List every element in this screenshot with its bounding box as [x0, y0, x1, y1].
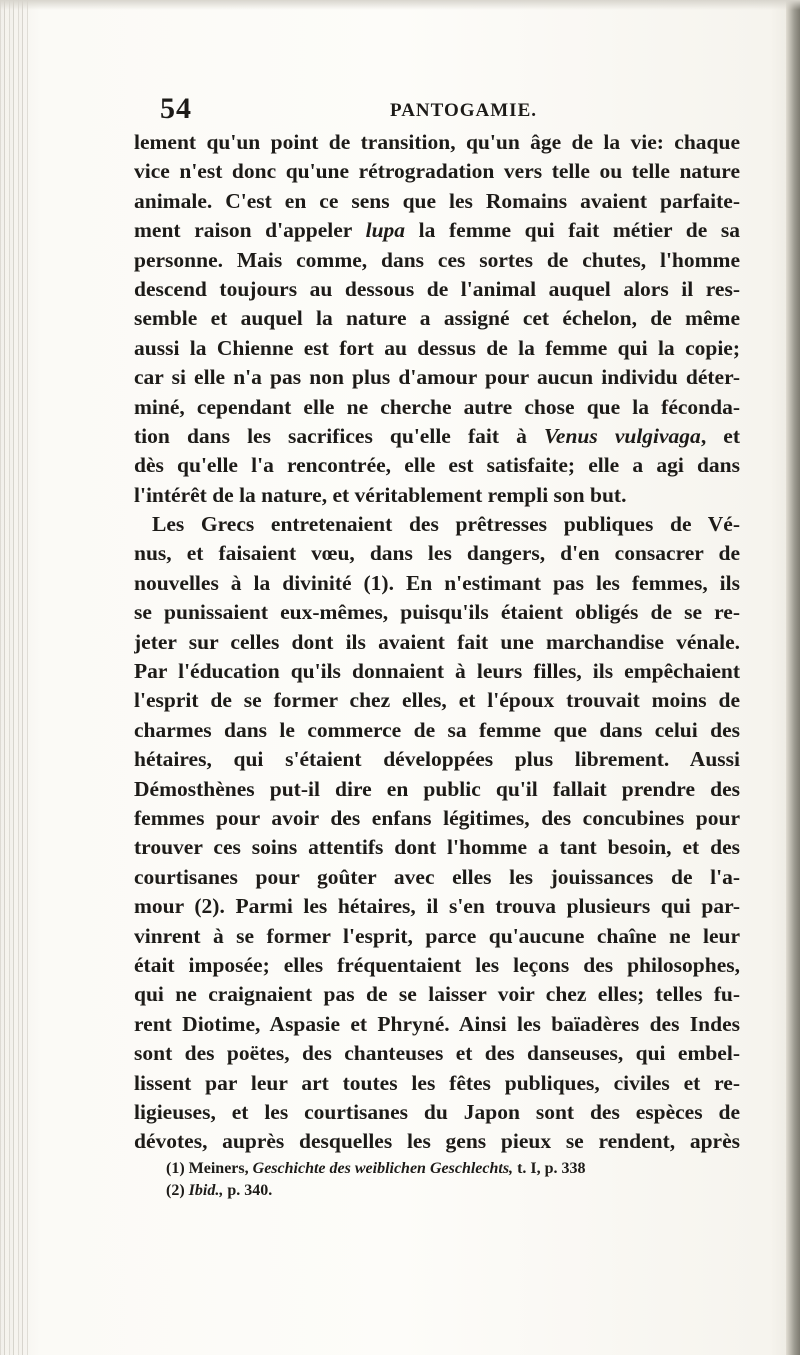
- page-edge: [786, 0, 800, 1355]
- text-line: charmes dans le commerce de sa femme que dans celui des: [134, 717, 740, 742]
- text-line: jeter sur celles dont ils avaient fait une marchandise vénale.: [134, 629, 740, 654]
- text-line: semble et auquel la nature a assigné cet échelon, de même: [134, 306, 740, 331]
- text-line: vinrent à se former l'esprit, parce qu'aucune chaîne ne leur: [134, 923, 740, 948]
- text-line: mour (2). Parmi les hétaires, il s'en trouva plusieurs qui par-: [134, 894, 740, 919]
- footnote-author: Meiners,: [188, 1160, 249, 1177]
- text-line: hétaires, qui s'étaient développées plus librement. Aussi: [134, 747, 740, 772]
- text-line: aussi la Chienne est fort au dessus de la femme qui la copie;: [134, 335, 740, 360]
- page-number: 54: [160, 92, 192, 125]
- text-line: lement qu'un point de transition, qu'un âge de la vie: chaque: [134, 130, 740, 154]
- text-line: rent Diotime, Aspasie et Phryné. Ainsi les baïadères des Indes: [134, 1011, 740, 1036]
- text-line: trouver ces soins attentifs dont l'homme a tant besoin, et des: [134, 835, 740, 860]
- running-head: PANTOGAMIE.: [390, 100, 537, 121]
- footnote-ref: p. 340.: [227, 1182, 273, 1199]
- body-text: [134, 128, 740, 1157]
- text-line: était imposée; elles fréquentaient les leçons des philosophes,: [134, 952, 740, 977]
- text-line: Les Grecs entretenaient des prêtresses publiques de Vé-: [152, 512, 740, 537]
- footnote-1: [166, 1158, 726, 1180]
- text-line: Démosthènes put-il dire en public qu'il fallait prendre des: [134, 776, 740, 801]
- text-line: dès qu'elle l'a rencontrée, elle est satisfaite; elle a agi dans: [134, 453, 740, 478]
- text-line: l'intérêt de la nature, et véritablement rempli son but.: [134, 482, 627, 507]
- text-line: courtisanes pour goûter avec elles les jouissances de l'a-: [134, 864, 740, 889]
- text-line: animale. C'est en ce sens que les Romains avaient parfaite-: [134, 188, 740, 213]
- footnotes: [166, 1158, 726, 1202]
- footnote-ref: t. I, p. 338: [517, 1160, 586, 1177]
- text-line: femmes pour avoir des enfans légitimes, des concubines pour: [134, 805, 740, 830]
- text-line: personne. Mais comme, dans ces sortes de chutes, l'homme: [134, 247, 740, 272]
- top-shadow: [0, 0, 800, 10]
- footnote-number: (1): [166, 1160, 185, 1177]
- binding-edge: [0, 0, 28, 1355]
- text-line: dévotes, auprès desquelles les gens pieux se rendent, après: [134, 1129, 740, 1154]
- text-line: nus, et faisaient vœu, dans les dangers, d'en consacrer de: [134, 541, 740, 566]
- text-line: descend toujours au dessous de l'animal auquel alors il res-: [134, 276, 740, 301]
- footnote-2: [166, 1180, 726, 1202]
- text-line: car si elle n'a pas non plus d'amour pour aucun individu déter-: [134, 365, 740, 390]
- text-line: ligieuses, et les courtisanes du Japon sont des espèces de: [134, 1099, 740, 1124]
- text-line: miné, cependant elle ne cherche autre chose que la féconda-: [134, 394, 740, 419]
- text-line: nouvelles à la divinité (1). En n'estimant pas les femmes, ils: [134, 570, 740, 595]
- text-line: se punissaient eux-mêmes, puisqu'ils étaient obligés de se re-: [134, 600, 740, 625]
- text-line: Par l'éducation qu'ils donnaient à leurs filles, ils empêchaient: [134, 659, 740, 684]
- text-line: sont des poëtes, des chanteuses et des danseuses, qui embel-: [134, 1041, 740, 1066]
- text-line: tion dans les sacrifices qu'elle fait à Venus vulgivaga, et: [134, 423, 740, 448]
- text-line: vice n'est donc qu'une rétrogradation vers telle ou telle nature: [134, 159, 740, 184]
- text-line: l'esprit de se former chez elles, et l'époux trouvait moins de: [134, 688, 740, 713]
- text-line: lissent par leur art toutes les fêtes publiques, civiles et re-: [134, 1070, 740, 1095]
- text-line: ment raison d'appeler lupa la femme qui fait métier de sa: [134, 218, 740, 243]
- footnote-number: (2): [166, 1182, 185, 1199]
- footnote-title: Ibid.,: [188, 1182, 224, 1199]
- text-line: qui ne craignaient pas de se laisser voir chez elles; telles fu-: [134, 982, 740, 1007]
- footnote-title: Geschichte des weiblichen Geschlechts,: [252, 1160, 514, 1177]
